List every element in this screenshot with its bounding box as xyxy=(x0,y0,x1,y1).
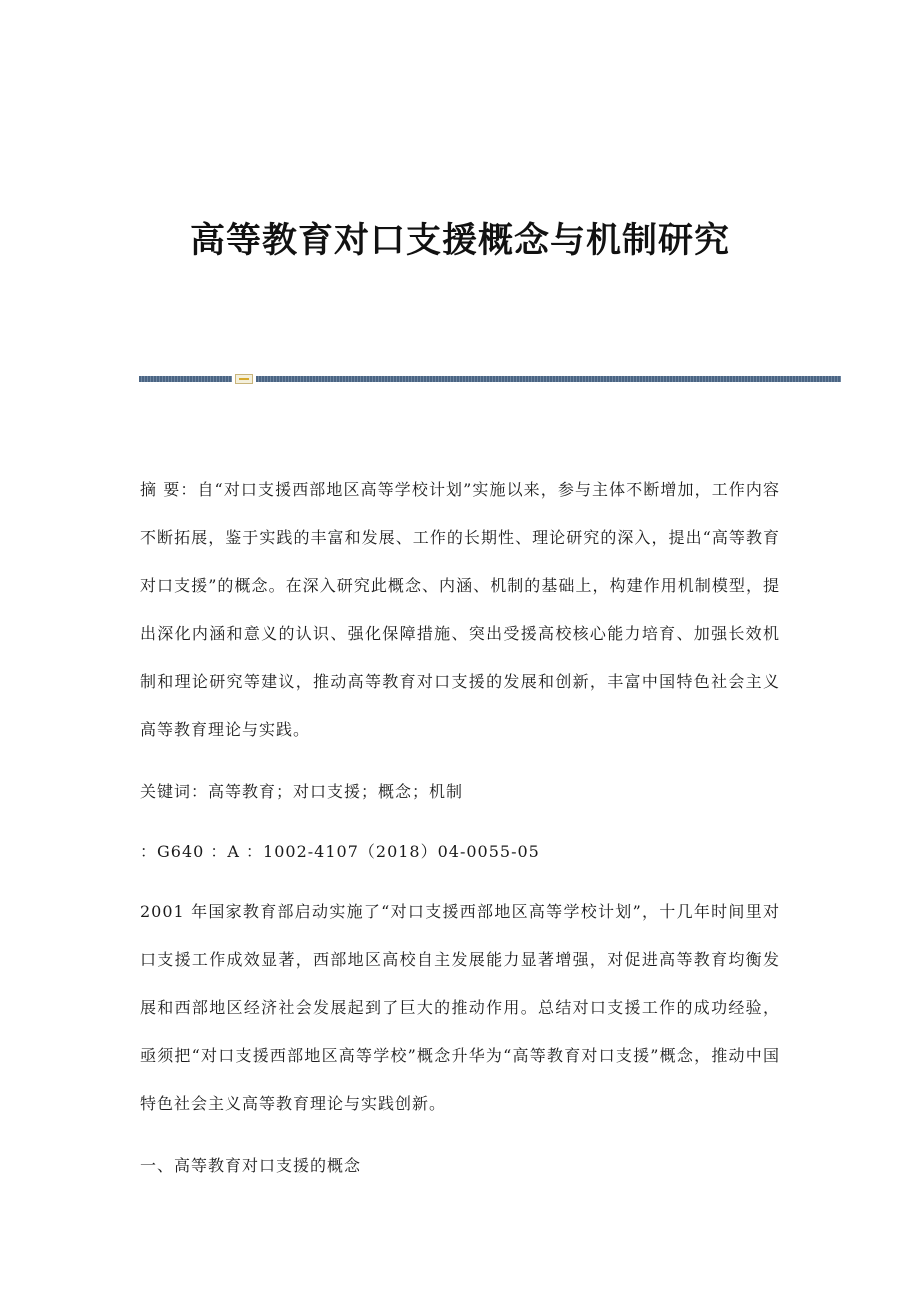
keywords: 关键词：高等教育；对口支援；概念；机制 xyxy=(140,782,464,801)
divider-ornament-icon xyxy=(235,374,253,384)
document-title: 高等教育对口支援概念与机制研究 xyxy=(189,220,730,261)
document-body xyxy=(140,466,780,1204)
abstract-text: 自“对口支援西部地区高等学校计划”实施以来，参与主体不断增加，工作内容不断拓展，鉴于实践的丰富和发展、工作的长期性、理论研究的深入，提出“高等教育对口支援”的概念。在深入研究此概念、内涵、机制的基础上，构建作用机制模型，提出深化内涵和意义的认识、强化保障措施、突出受援高校核心能力培育、加强长效机制和理论研究等建议，推动高等教育对口支援的发展和创新，丰富中国特色社会主义高等教育理论与实践。 xyxy=(140,480,780,739)
divider-bar-left xyxy=(139,376,232,382)
intro-paragraph: 2001 年国家教育部启动实施了“对口支援西部地区高等学校计划”，十几年时间里对口支援工作成效显著，西部地区高校自主发展能力显著增强，对促进高等教育均衡发展和西部地区经济社会发展起到了巨大的推动作用。总结对口支援工作的成功经验，亟须把“对口支援西部地区高等学校”概念升华为“高等教育对口支援”概念，推动中国特色社会主义高等教育理论与实践创新。 xyxy=(140,902,780,1113)
abstract xyxy=(140,466,780,754)
section-heading: 一、高等教育对口支援的概念 xyxy=(140,1156,362,1175)
divider-bar-right xyxy=(256,376,841,382)
abstract-label: 摘 要： xyxy=(140,480,198,499)
title-divider xyxy=(139,374,841,384)
classification-line: ：G640 ：A ：1002-4107（2018）04-0055-05 xyxy=(140,842,540,861)
